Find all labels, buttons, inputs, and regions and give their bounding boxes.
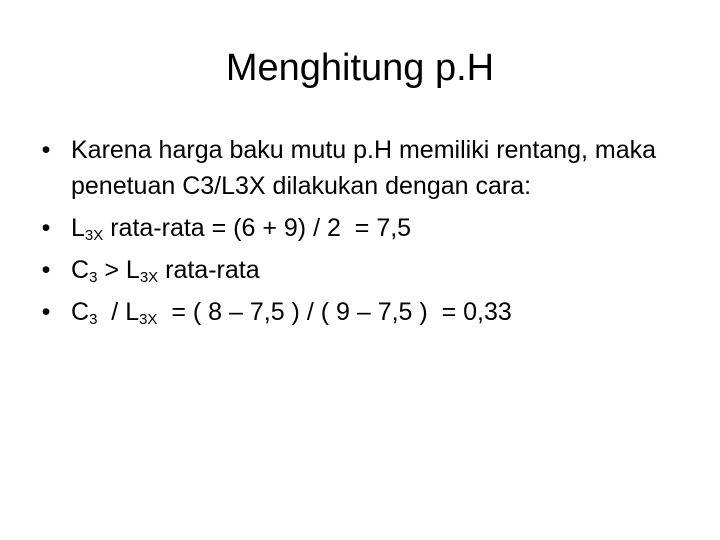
bullet-dot-icon: • [41,298,51,326]
bullet-item-ratio [36,294,686,330]
slide-title: Menghitung p.H [225,47,495,89]
bullet-subscript-2: 3X [139,269,159,286]
bullet-text-pre: C [71,256,90,284]
bullet-subscript: 3X [84,227,104,244]
bullet-text-mid: > L [97,256,140,284]
bullet-subscript: 3 [89,311,98,328]
bullet-text-pre: C [71,298,90,326]
bullet-text-mid: / L [97,298,140,326]
bullet-subscript-2: 3X [139,311,158,328]
bullet-text: Karena harga baku mutu p.H memiliki rentang, maka penetuan C3/L3X dilakukan dengan cara: [71,136,657,200]
bullet-dot-icon: • [41,256,51,284]
bullet-dot-icon: • [41,136,51,164]
bullet-dot-icon: • [41,214,51,242]
bullet-subscript: 3 [89,269,98,286]
bullet-list [36,132,686,336]
bullet-item-c3-compare [36,252,686,288]
bullet-text-post: rata-rata = (6 + 9) / 2 = 7,5 [103,214,412,242]
bullet-text-pre: L [71,214,85,242]
bullet-item-l3x-average [36,210,686,246]
bullet-text-post: = ( 8 – 7,5 ) / ( 9 – 7,5 ) = 0,33 [157,298,512,326]
bullet-item-intro [36,132,686,204]
bullet-text-post: rata-rata [158,256,260,284]
